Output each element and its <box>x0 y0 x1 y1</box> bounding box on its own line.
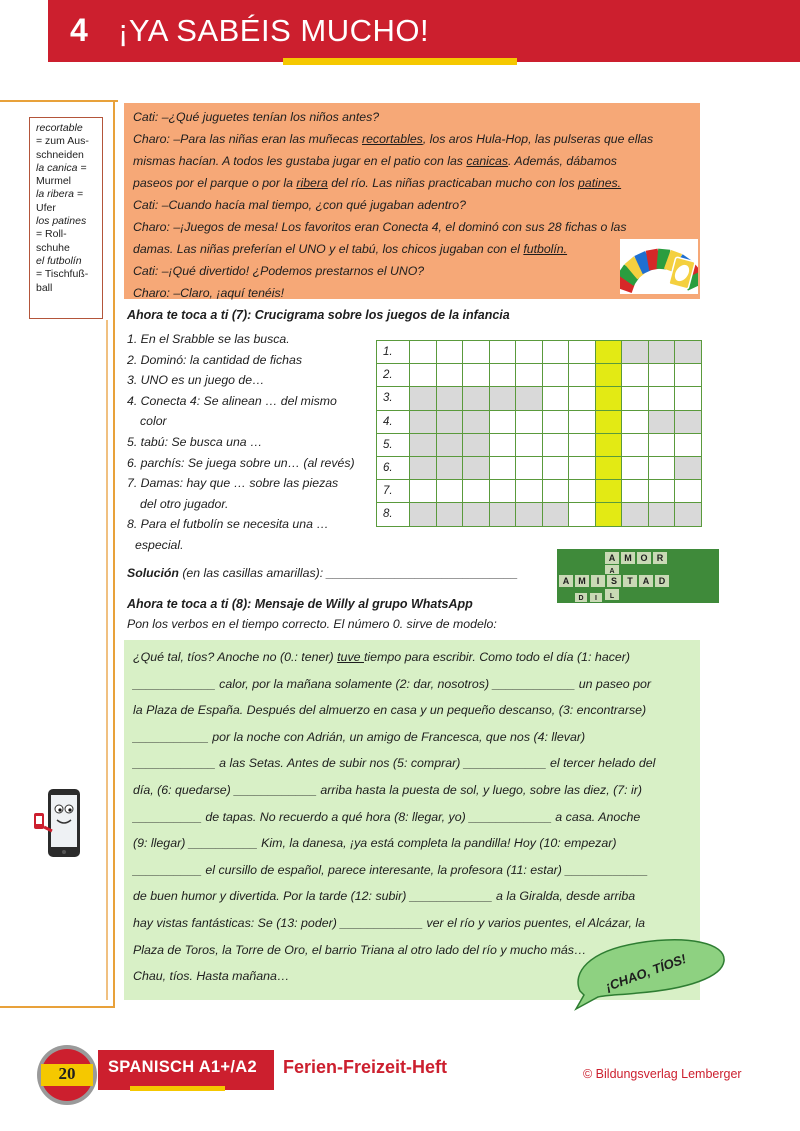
blank-cell <box>489 503 516 526</box>
dialog-line: Cati: –¿Qué juguetes tenían los niños antes? <box>133 110 380 124</box>
solution-cell[interactable] <box>595 480 622 503</box>
header-accent-bar <box>283 58 517 65</box>
crossword-cell[interactable] <box>542 456 569 479</box>
frame-line-inner <box>106 320 108 1000</box>
blank-cell <box>489 387 516 410</box>
glossary-term: los patines <box>36 215 87 228</box>
blank-cell <box>410 503 437 526</box>
crossword-cell[interactable] <box>542 410 569 433</box>
blank-cell <box>436 387 463 410</box>
crossword-cell[interactable] <box>410 364 437 387</box>
message-line[interactable]: de buen humor y divertida. Por la tarde (12: subir) ____________ a la Giralda, desde arriba <box>133 889 636 904</box>
message-line: Chau, tíos. Hasta mañana… <box>133 969 290 984</box>
dialog-line: Cati: –Cuando hacía mal tiempo, ¿con qué jugaban adentro? <box>133 198 466 212</box>
crossword-cell[interactable] <box>648 480 675 503</box>
crossword-grid <box>376 340 702 527</box>
crossword-cell[interactable] <box>516 456 543 479</box>
crossword-row <box>377 387 702 410</box>
message-line: Plaza de Toros, la Torre de Oro, el barrio Triana al otro lado del río y mucho más… <box>133 942 587 957</box>
message-line[interactable]: ____________ calor, por la mañana solamente (2: dar, nosotros) ____________ un paseo por <box>133 676 652 691</box>
crossword-row <box>377 341 702 364</box>
tile-letter: T <box>627 576 633 586</box>
blank-cell <box>410 410 437 433</box>
chao-speech-bubble <box>568 933 728 1011</box>
solution-cell[interactable] <box>595 364 622 387</box>
blank-cell <box>648 341 675 364</box>
glossary-translation: = Tischfuß-ball <box>36 268 89 294</box>
solution-label: Solución <box>127 566 179 580</box>
crossword-cell[interactable] <box>569 341 596 364</box>
clue: 4. Conecta 4: Se alinean … del mismo <box>127 393 337 408</box>
crossword-cell[interactable] <box>569 433 596 456</box>
crossword-cell[interactable] <box>542 364 569 387</box>
uno-cards-image <box>620 239 698 294</box>
tile-letter: I <box>596 576 600 586</box>
blank-cell <box>436 456 463 479</box>
crossword-cell[interactable] <box>569 503 596 526</box>
blank-cell <box>463 433 490 456</box>
crossword-cell[interactable] <box>675 480 702 503</box>
blank-cell <box>410 456 437 479</box>
tile-letter: M <box>578 576 586 586</box>
tile-letter: R <box>656 553 664 563</box>
footer-accent-bar <box>130 1086 225 1091</box>
crossword-cell[interactable] <box>489 480 516 503</box>
crossword-cell[interactable] <box>569 456 596 479</box>
message-line: la Plaza de España. Después del almuerzo en casa y un pequeño descanso, (3: encontrarse) <box>133 703 647 718</box>
copyright: © Bildungsverlag Lemberger <box>583 1067 742 1081</box>
tile-letter: O <box>640 553 648 563</box>
glossary-translation: = zum Aus-schneiden <box>36 135 89 161</box>
blank-cell <box>463 503 490 526</box>
crossword-row <box>377 364 702 387</box>
crossword-cell[interactable] <box>622 456 649 479</box>
crossword-cell[interactable] <box>463 341 490 364</box>
dialog-box <box>124 103 700 299</box>
row-number: 1. <box>377 341 410 364</box>
message-line[interactable]: __________ el cursillo de español, parece interesante, la profesora (11: estar) ____________ <box>133 862 649 877</box>
crossword-cell[interactable] <box>489 456 516 479</box>
exercise-8-intro: Pon los verbos en el tiempo correcto. El número 0. sirve de modelo: <box>127 617 497 631</box>
blank-cell <box>463 387 490 410</box>
blank-cell <box>648 410 675 433</box>
crossword-cell[interactable] <box>410 341 437 364</box>
crossword-cell[interactable] <box>489 341 516 364</box>
row-number: 4. <box>377 410 410 433</box>
crossword-cell[interactable] <box>622 364 649 387</box>
row-number: 7. <box>377 480 410 503</box>
dialog-line: Charo: –Claro, ¡aquí tenéis! <box>133 286 285 300</box>
crossword-cell[interactable] <box>516 341 543 364</box>
blank-cell <box>463 410 490 433</box>
blank-cell <box>675 456 702 479</box>
blank-cell <box>436 410 463 433</box>
tile-letter: A <box>642 576 650 586</box>
blank-cell <box>648 503 675 526</box>
vocab-word: canicas <box>466 154 509 168</box>
crossword-cell[interactable] <box>516 364 543 387</box>
tile-letter: L <box>609 593 615 600</box>
blank-cell <box>463 456 490 479</box>
crossword-cell[interactable] <box>542 387 569 410</box>
row-number: 6. <box>377 456 410 479</box>
crossword-cell[interactable] <box>622 480 649 503</box>
blank-cell <box>516 387 543 410</box>
crossword-cell[interactable] <box>542 480 569 503</box>
vocab-word: futbolín. <box>523 242 568 256</box>
vocab-word: patines. <box>578 176 622 190</box>
dialog-line: paseos por el parque o por la ribera del río. Las niñas practicaban mucho con los patines. <box>133 176 622 190</box>
tile-letter: D <box>578 595 584 602</box>
solution-cell[interactable] <box>595 387 622 410</box>
crossword-cell[interactable] <box>410 480 437 503</box>
crossword-row <box>377 503 702 526</box>
series-title: SPANISCH A1+/A2 <box>108 1058 257 1076</box>
crossword-clues <box>127 329 372 556</box>
frame-line-top <box>0 100 118 102</box>
crossword-cell[interactable] <box>489 364 516 387</box>
tile-letter: I <box>595 595 597 602</box>
clue: 3. UNO es un juego de… <box>127 373 265 388</box>
tile-letter: A <box>608 553 616 563</box>
exercise-8-heading: Ahora te toca a ti (8): Mensaje de Willy al grupo WhatsApp <box>127 597 473 611</box>
crossword-cell[interactable] <box>436 480 463 503</box>
frame-line-left-lower <box>113 318 115 1008</box>
clue: 8. Para el futbolín se necesita una … <box>127 517 329 532</box>
blank-cell <box>410 387 437 410</box>
glossary-translation: Ufer <box>36 201 56 214</box>
clue: 2. Dominó: la cantidad de fichas <box>127 352 302 367</box>
solution-blank[interactable]: (en las casillas amarillas): ____________________________ <box>178 566 519 580</box>
row-number: 3. <box>377 387 410 410</box>
message-line[interactable]: hay vistas fantásticas: Se (13: poder) ____________ ver el río y varios puentes, el Alcázar, la <box>133 915 645 930</box>
crossword-cell[interactable] <box>648 433 675 456</box>
message-line[interactable]: ___________ por la noche con Adrián, un amigo de Francesca, que nos (4: llevar) <box>133 729 586 744</box>
message-line[interactable]: día, (6: quedarse) ____________ arriba hasta la puesta de sol, y luego, sobre las diez, (7: ir) <box>133 782 643 797</box>
vocabulary-sidebox <box>29 117 103 319</box>
crossword-cell[interactable] <box>436 364 463 387</box>
tile-letter: A <box>609 568 615 575</box>
frame-line-left <box>113 100 115 325</box>
solution-cell[interactable] <box>595 341 622 364</box>
blank-cell <box>675 341 702 364</box>
frame-line-bottom <box>0 1006 115 1008</box>
dialog-line: Charo: –Para las niñas eran las muñecas recortables, los aros Hula-Hop, las pulseras que ellas <box>133 132 654 146</box>
smartphone-character-image <box>30 787 82 859</box>
clue: 7. Damas: hay que … sobre las piezas <box>127 476 339 491</box>
crossword-cell[interactable] <box>675 433 702 456</box>
crossword-cell[interactable] <box>569 410 596 433</box>
row-number: 8. <box>377 503 410 526</box>
crossword-cell[interactable] <box>622 387 649 410</box>
clue: 5. tabú: Se busca una … <box>127 434 263 449</box>
crossword-cell[interactable] <box>675 364 702 387</box>
solution-cell[interactable] <box>595 410 622 433</box>
crossword-cell[interactable] <box>622 433 649 456</box>
crossword-row <box>377 480 702 503</box>
tile-letter: M <box>624 553 632 563</box>
crossword-cell[interactable] <box>675 387 702 410</box>
scrabble-tiles-image <box>557 549 719 603</box>
blank-cell <box>436 433 463 456</box>
dialog-line: Cati: –¡Qué divertido! ¿Podemos prestarnos el UNO? <box>133 264 425 278</box>
page-number: 20 <box>58 1064 76 1083</box>
clue: del otro jugador. <box>140 496 229 511</box>
crossword-cell[interactable] <box>542 341 569 364</box>
crossword-cell[interactable] <box>436 341 463 364</box>
crossword-cell[interactable] <box>648 364 675 387</box>
solution-cell[interactable] <box>595 503 622 526</box>
crossword-cell[interactable] <box>516 480 543 503</box>
blank-cell <box>410 433 437 456</box>
tile-letter: S <box>610 576 618 586</box>
vocab-word: ribera <box>296 176 328 190</box>
message-line[interactable]: (9: llegar) __________ Kim, la danesa, ¡ya está completa la pandilla! Hoy (10: empezar) <box>133 836 617 851</box>
blank-cell <box>675 503 702 526</box>
crossword-cell[interactable] <box>622 410 649 433</box>
crossword-cell[interactable] <box>516 433 543 456</box>
clue: especial. <box>135 537 184 552</box>
bubble-text: ¡CHAO, TÍOS! <box>603 951 689 995</box>
dialog-line: damas. Las niñas preferían el UNO y el tabú, los chicos jugaban con el futbolín. <box>133 242 568 256</box>
glossary-term: la canica = <box>36 161 87 174</box>
tile-letter: A <box>562 576 570 586</box>
dialog-line: Charo: –¡Juegos de mesa! Los favoritos eran Conecta 4, el dominó con sus 28 fichas o las <box>133 220 627 234</box>
message-line[interactable]: __________ de tapas. No recuerdo a qué hora (8: llegar, yo) ____________ a casa. Anoche <box>133 809 641 824</box>
blank-cell <box>436 503 463 526</box>
crossword-cell[interactable] <box>489 433 516 456</box>
glossary-term: el futbolín <box>36 254 82 267</box>
glossary-translation: Murmel <box>36 175 72 188</box>
page-title: ¡YA SABÉIS MUCHO! <box>118 13 430 48</box>
crossword-cell[interactable] <box>569 364 596 387</box>
crossword-cell[interactable] <box>489 410 516 433</box>
dialog-line: mismas hacían. A todos les gustaba jugar en el patio con las canicas. Además, dábamos <box>133 154 617 168</box>
crossword-cell[interactable] <box>542 433 569 456</box>
blank-cell <box>622 341 649 364</box>
vocab-word: recortables <box>361 132 423 146</box>
crossword-cell[interactable] <box>648 456 675 479</box>
tile-letter: D <box>658 576 666 586</box>
crossword-row <box>377 456 702 479</box>
book-subtitle: Ferien-Freizeit-Heft <box>283 1057 448 1077</box>
clue: 1. En el Srabble se las busca. <box>127 332 290 346</box>
solution-cell[interactable] <box>595 433 622 456</box>
solution-cell[interactable] <box>595 456 622 479</box>
glossary-term: recortable <box>36 122 83 134</box>
message-line[interactable]: ____________ a las Setas. Antes de subir nos (5: comprar) ____________ el tercer helado del <box>133 756 656 771</box>
message-line: ¿Qué tal, tíos? Anoche no (0.: tener) tuve tiempo para escribir. Como todo el día (1: hacer) <box>133 650 631 664</box>
crossword-cell[interactable] <box>569 387 596 410</box>
crossword-cell[interactable] <box>648 387 675 410</box>
crossword-row <box>377 433 702 456</box>
crossword-row <box>377 410 702 433</box>
glossary-translation: = Roll-schuhe <box>36 228 70 254</box>
blank-cell <box>516 503 543 526</box>
crossword-cell[interactable] <box>463 364 490 387</box>
model-answer: tuve <box>337 650 364 664</box>
crossword-cell[interactable] <box>516 410 543 433</box>
unit-number: 4 <box>70 12 88 48</box>
crossword-cell[interactable] <box>463 480 490 503</box>
solution-line <box>127 566 518 580</box>
blank-cell <box>622 503 649 526</box>
crossword-heading: Ahora te toca a ti (7): Crucigrama sobre los juegos de la infancia <box>127 308 510 322</box>
row-number: 5. <box>377 433 410 456</box>
blank-cell <box>675 410 702 433</box>
glossary-term: la ribera = <box>36 188 83 201</box>
clue: color <box>140 414 167 429</box>
crossword-cell[interactable] <box>569 480 596 503</box>
row-number: 2. <box>377 364 410 387</box>
clue: 6. parchís: Se juega sobre un… (al revés) <box>127 455 355 470</box>
blank-cell <box>542 503 569 526</box>
